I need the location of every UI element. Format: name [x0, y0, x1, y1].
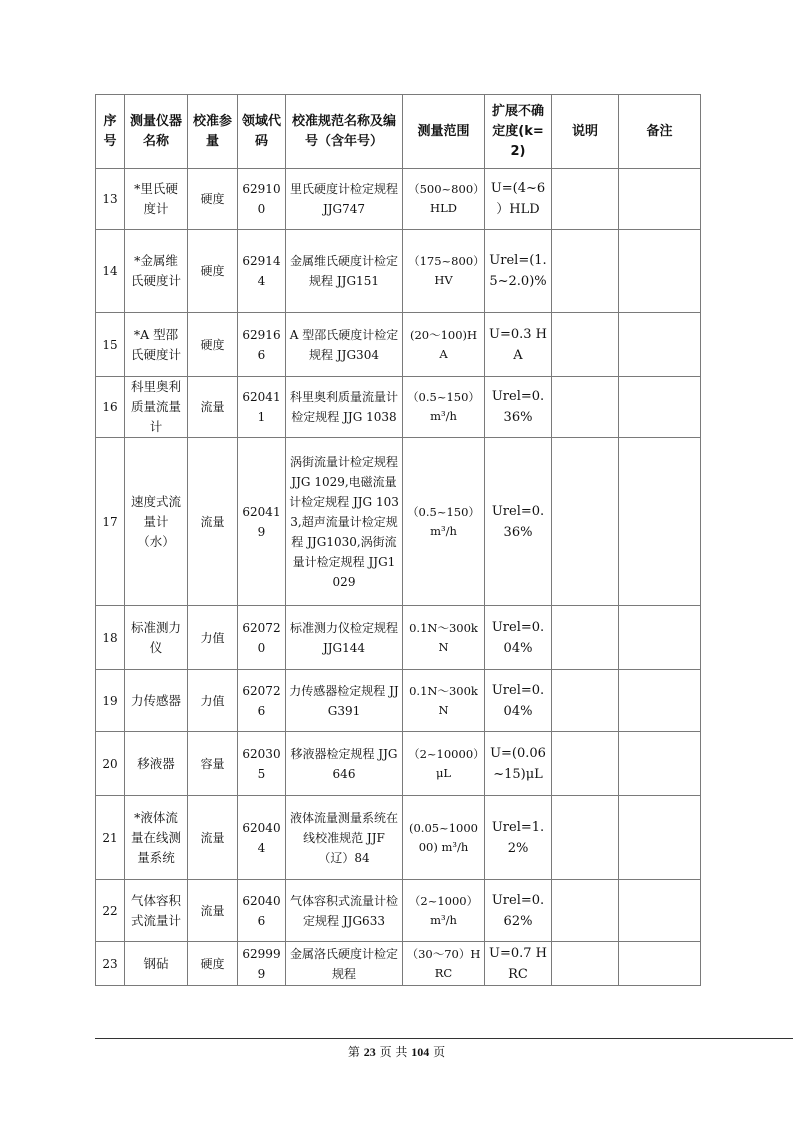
cell-remark [619, 732, 701, 796]
table-row [96, 169, 701, 230]
calibration-capability-table [95, 94, 701, 986]
cell-spec: 金属洛氏硬度计检定规程 [286, 942, 403, 986]
cell-seq: 18 [96, 606, 125, 670]
table-body [96, 169, 701, 986]
cell-remark [619, 438, 701, 606]
cell-seq: 19 [96, 670, 125, 732]
cell-seq: 13 [96, 169, 125, 230]
header-remark: 备注 [619, 95, 701, 169]
cell-spec: 气体容积式流量计检定规程 JJG633 [286, 880, 403, 942]
cell-code: 629166 [238, 313, 286, 377]
header-uncertainty: 扩展不确定度(k=2) [485, 95, 552, 169]
cell-note [552, 732, 619, 796]
page-number: 23 [363, 1045, 376, 1059]
cell-range: (0.05~100000) m³/h [403, 796, 485, 880]
header-range: 测量范围 [403, 95, 485, 169]
cell-instrument: *A 型邵氏硬度计 [125, 313, 188, 377]
cell-note [552, 169, 619, 230]
cell-uncertainty: Urel=0.36% [485, 438, 552, 606]
header-code: 领域代码 [238, 95, 286, 169]
cell-range: （2~1000）m³/h [403, 880, 485, 942]
cell-code: 620419 [238, 438, 286, 606]
table-row [96, 313, 701, 377]
cell-instrument: 速度式流量计（水） [125, 438, 188, 606]
table-header-row [96, 95, 701, 169]
cell-seq: 23 [96, 942, 125, 986]
cell-instrument: 标准测力仪 [125, 606, 188, 670]
cell-spec: 标准测力仪检定规程 JJG144 [286, 606, 403, 670]
page-total: 104 [411, 1045, 430, 1059]
cell-code: 629999 [238, 942, 286, 986]
cell-spec: 液体流量测量系统在线校准规范 JJF（辽）84 [286, 796, 403, 880]
cell-note [552, 796, 619, 880]
cell-range: (20～100)HA [403, 313, 485, 377]
cell-uncertainty: U=(4~6 ）HLD [485, 169, 552, 230]
table-row [96, 606, 701, 670]
table-row [96, 438, 701, 606]
cell-remark [619, 796, 701, 880]
table-row [96, 670, 701, 732]
cell-parameter: 硬度 [188, 169, 238, 230]
table-row [96, 942, 701, 986]
footer-prefix: 第 [347, 1045, 360, 1059]
cell-note [552, 880, 619, 942]
cell-uncertainty: Urel=0.36% [485, 377, 552, 438]
table-row [96, 230, 701, 313]
cell-remark [619, 230, 701, 313]
header-instrument: 测量仪器名称 [125, 95, 188, 169]
page-footer [0, 1043, 793, 1060]
table-row [96, 796, 701, 880]
cell-instrument: *里氏硬度计 [125, 169, 188, 230]
cell-range: 0.1N～300kN [403, 670, 485, 732]
cell-uncertainty: Urel=1.2% [485, 796, 552, 880]
table-row [96, 880, 701, 942]
cell-code: 629100 [238, 169, 286, 230]
cell-code: 629144 [238, 230, 286, 313]
cell-code: 620726 [238, 670, 286, 732]
cell-parameter: 流量 [188, 880, 238, 942]
cell-note [552, 438, 619, 606]
cell-range: （0.5~150）m³/h [403, 377, 485, 438]
cell-instrument: 钢砧 [125, 942, 188, 986]
header-spec: 校准规范名称及编号（含年号） [286, 95, 403, 169]
cell-note [552, 942, 619, 986]
cell-uncertainty: Urel=0.04% [485, 670, 552, 732]
cell-range: （0.5~150）m³/h [403, 438, 485, 606]
cell-instrument: 气体容积式流量计 [125, 880, 188, 942]
cell-instrument: 科里奥利质量流量计 [125, 377, 188, 438]
cell-note [552, 230, 619, 313]
footer-suffix: 页 [433, 1045, 446, 1059]
header-note: 说明 [552, 95, 619, 169]
cell-range: （500~800）HLD [403, 169, 485, 230]
cell-note [552, 377, 619, 438]
cell-code: 620305 [238, 732, 286, 796]
cell-parameter: 力值 [188, 670, 238, 732]
cell-spec: 金属维氏硬度计检定规程 JJG151 [286, 230, 403, 313]
cell-spec: 里氏硬度计检定规程 JJG747 [286, 169, 403, 230]
cell-parameter: 流量 [188, 438, 238, 606]
cell-range: 0.1N～300kN [403, 606, 485, 670]
cell-parameter: 硬度 [188, 313, 238, 377]
cell-spec: 涡街流量计检定规程 JJG 1029,电磁流量计检定规程 JJG 1033,超声流量计检定规程 JJG1030,涡街流量计检定规程 JJG1029 [286, 438, 403, 606]
cell-spec: 科里奥利质量流量计检定规程 JJG 1038 [286, 377, 403, 438]
cell-note [552, 670, 619, 732]
cell-seq: 14 [96, 230, 125, 313]
cell-remark [619, 169, 701, 230]
cell-range: （30～70）HRC [403, 942, 485, 986]
table-row [96, 732, 701, 796]
cell-note [552, 606, 619, 670]
cell-range: （175~800）HV [403, 230, 485, 313]
cell-spec: 移液器检定规程 JJG646 [286, 732, 403, 796]
cell-instrument: 力传感器 [125, 670, 188, 732]
footer-divider [95, 1038, 793, 1039]
cell-parameter: 力值 [188, 606, 238, 670]
table-row [96, 377, 701, 438]
cell-uncertainty: Urel=(1.5~2.0)% [485, 230, 552, 313]
cell-code: 620411 [238, 377, 286, 438]
cell-code: 620406 [238, 880, 286, 942]
cell-spec: 力传感器检定规程 JJG391 [286, 670, 403, 732]
cell-seq: 17 [96, 438, 125, 606]
header-parameter: 校准参量 [188, 95, 238, 169]
cell-seq: 15 [96, 313, 125, 377]
cell-remark [619, 313, 701, 377]
cell-uncertainty: Urel=0.62% [485, 880, 552, 942]
cell-remark [619, 670, 701, 732]
footer-middle: 页 共 [379, 1045, 408, 1059]
cell-remark [619, 942, 701, 986]
cell-parameter: 容量 [188, 732, 238, 796]
cell-seq: 21 [96, 796, 125, 880]
cell-remark [619, 880, 701, 942]
cell-instrument: *液体流量在线测量系统 [125, 796, 188, 880]
cell-code: 620720 [238, 606, 286, 670]
cell-spec: A 型邵氏硬度计检定规程 JJG304 [286, 313, 403, 377]
cell-parameter: 硬度 [188, 942, 238, 986]
cell-uncertainty: Urel=0.04% [485, 606, 552, 670]
header-seq: 序号 [96, 95, 125, 169]
cell-instrument: 移液器 [125, 732, 188, 796]
cell-seq: 20 [96, 732, 125, 796]
cell-code: 620404 [238, 796, 286, 880]
cell-parameter: 流量 [188, 796, 238, 880]
cell-uncertainty: U=0.7 HRC [485, 942, 552, 986]
cell-uncertainty: U=(0.06~15)μL [485, 732, 552, 796]
cell-range: （2~10000）μL [403, 732, 485, 796]
cell-remark [619, 377, 701, 438]
cell-parameter: 流量 [188, 377, 238, 438]
cell-uncertainty: U=0.3 HA [485, 313, 552, 377]
cell-note [552, 313, 619, 377]
cell-parameter: 硬度 [188, 230, 238, 313]
cell-instrument: *金属维氏硬度计 [125, 230, 188, 313]
cell-seq: 16 [96, 377, 125, 438]
cell-remark [619, 606, 701, 670]
cell-seq: 22 [96, 880, 125, 942]
